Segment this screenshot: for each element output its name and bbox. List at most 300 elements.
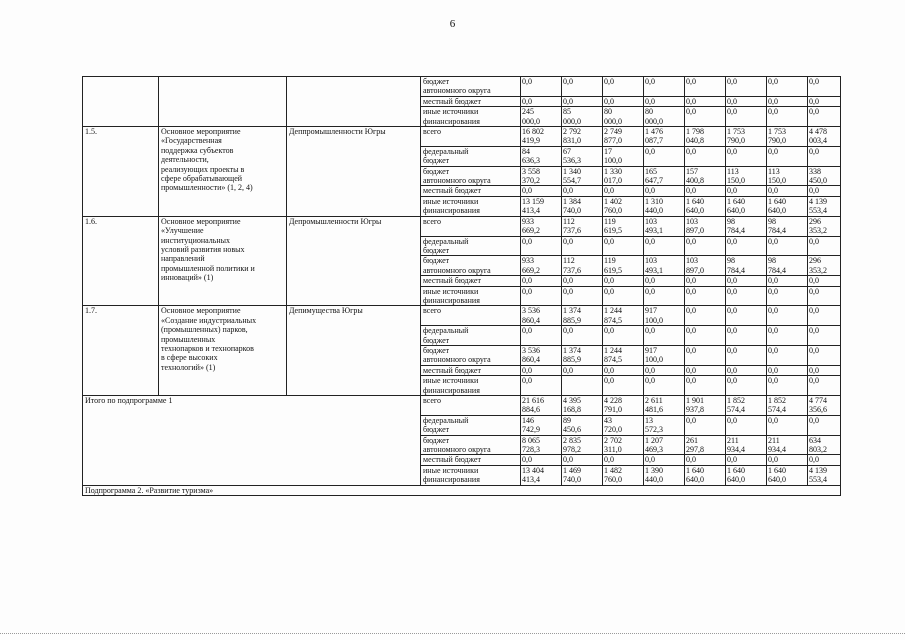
funding-value: 89 450,6 [563,415,581,435]
funding-value-cell [562,365,603,375]
funding-value-cell [808,146,841,166]
funding-value-cell [521,236,562,256]
funding-value-cell [644,236,685,256]
funding-value-cell [726,236,767,256]
funding-value-cell [521,306,562,326]
funding-value-cell [521,376,562,396]
funding-value: 8 065 728,3 [522,435,540,455]
funding-value-cell [644,345,685,365]
funding-value: 43 720,0 [604,415,622,435]
funding-value-cell [685,435,726,455]
funding-value-cell [685,77,726,97]
table-row [83,396,841,416]
funding-value-cell [685,96,726,106]
funding-value: 4 228 791,0 [604,396,622,415]
funding-value-cell [644,465,685,485]
funding-value: 1 852 574,4 [727,396,745,415]
funding-value-cell [603,77,644,97]
funding-value: 245 000,0 [522,107,540,126]
funding-value-cell [562,415,603,435]
funding-value: 211 934,4 [768,435,786,455]
funding-value: 0,0 [522,236,532,246]
funding-value: 0,0 [686,186,696,196]
funding-value: 1 640 640,0 [768,465,786,485]
funding-value-cell [521,326,562,346]
funding-value: 0,0 [686,455,696,465]
funding-source-label: бюджет автономного округа [421,256,521,276]
funding-value-cell [603,96,644,106]
funding-value-cell [603,396,644,416]
funding-value: 0,0 [768,376,778,386]
funding-value: 0,0 [727,326,737,336]
funding-value-cell [685,276,726,286]
funding-value-cell [767,186,808,196]
funding-value-cell [562,306,603,326]
funding-value: 98 784,4 [768,256,786,275]
funding-value: 98 784,4 [768,216,786,236]
funding-value: 0,0 [522,286,532,296]
funding-value-cell [726,365,767,375]
funding-value-cell [562,455,603,465]
funding-value-cell [521,415,562,435]
funding-value: 1 340 554,7 [563,166,581,186]
funding-value-cell [603,376,644,396]
funding-value-cell [562,166,603,186]
funding-value: 1 374 885,9 [563,306,581,325]
funding-value: 0,0 [809,276,819,286]
funding-value-cell [685,256,726,276]
funding-value-cell [562,465,603,485]
funding-value: 112 737,6 [563,216,581,236]
funding-value: 84 636,3 [522,146,540,166]
funding-value-cell [521,186,562,196]
measure-name: Основное мероприятие «Улучшение институциональных условий развития новых направлений промышленной политики и инноваций» (1) [159,216,287,306]
funding-value-cell [603,196,644,216]
measure-name [159,77,287,127]
funding-source-label: местный бюджет [421,365,521,375]
funding-value: 85 000,0 [563,107,581,126]
funding-value: 0,0 [563,455,573,465]
funding-value-cell [808,465,841,485]
funding-value: 2 749 877,0 [604,127,622,146]
table-body [83,77,841,496]
funding-value: 0,0 [809,345,819,355]
funding-value: 0,0 [604,96,614,106]
funding-value: 0,0 [768,326,778,336]
funding-value-cell [726,465,767,485]
funding-value: 0,0 [563,96,573,106]
funding-value: 0,0 [809,146,819,156]
table-row [83,127,841,147]
funding-value-cell [808,216,841,236]
funding-value-cell [767,166,808,186]
funding-value-cell [685,166,726,186]
funding-source-label: федеральный бюджет [421,415,521,435]
funding-value: 119 619,5 [604,256,622,275]
measure-number [83,77,159,127]
funding-value: 0,0 [768,107,778,117]
funding-value: 98 784,4 [727,216,745,236]
funding-value-cell [726,435,767,455]
funding-value-cell [644,286,685,306]
funding-value-cell [767,127,808,147]
funding-value: 2 792 831,0 [563,127,581,146]
funding-value-cell [808,306,841,326]
funding-source-label: всего [421,396,521,416]
funding-value: 0,0 [686,146,696,156]
funding-value-cell [603,435,644,455]
funding-value-cell [767,146,808,166]
funding-value: 1 469 740,0 [563,465,581,485]
funding-value: 0,0 [522,77,532,86]
funding-value-cell [644,216,685,236]
funding-value-cell [644,146,685,166]
funding-value: 1 640 640,0 [686,465,704,485]
funding-value: 1 901 937,8 [686,396,704,415]
funding-value: 0,0 [522,96,532,106]
funding-value: 0,0 [686,107,696,117]
funding-value: 0,0 [645,186,655,196]
funding-value: 0,0 [809,415,819,425]
measure-executor [287,77,421,127]
funding-value: 0,0 [604,186,614,196]
funding-value: 67 536,3 [563,146,581,166]
funding-value-cell [521,455,562,465]
funding-source-label: местный бюджет [421,276,521,286]
funding-value-cell [521,77,562,97]
funding-value-cell [562,396,603,416]
funding-value: 1 640 640,0 [686,196,704,216]
funding-value: 0,0 [686,326,696,336]
funding-value-cell [685,146,726,166]
funding-value-cell [767,365,808,375]
funding-value-cell [726,166,767,186]
funding-value: 0,0 [686,306,696,316]
funding-value: 0,0 [604,326,614,336]
funding-value: 933 669,2 [522,256,540,275]
funding-value-cell [808,196,841,216]
funding-value-cell [603,306,644,326]
funding-value-cell [562,77,603,97]
funding-value: 4 478 003,4 [809,127,827,146]
funding-value-cell [808,186,841,196]
funding-value: 1 244 874,5 [604,306,622,325]
funding-value: 0,0 [768,236,778,246]
funding-value-cell [808,376,841,396]
funding-value-cell [767,345,808,365]
funding-value: 0,0 [563,77,573,86]
funding-value: 0,0 [604,236,614,246]
funding-source-label: иные источники финансирования [421,376,521,396]
funding-value: 1 852 574,4 [768,396,786,415]
funding-value: 0,0 [727,77,737,86]
funding-value-cell [808,77,841,97]
funding-value: 1 330 017,0 [604,166,622,186]
funding-value-cell [808,166,841,186]
funding-value: 0,0 [686,345,696,355]
funding-value-cell [767,306,808,326]
funding-value: 0,0 [522,186,532,196]
funding-source-label: бюджет автономного округа [421,166,521,186]
funding-value-cell [808,286,841,306]
funding-value-cell [808,236,841,256]
funding-value-cell [603,127,644,147]
funding-value-cell [726,127,767,147]
funding-value: 296 353,2 [809,216,827,236]
funding-value: 4 395 168,8 [563,396,581,415]
page-number: 6 [449,18,456,30]
funding-value: 21 616 884,6 [522,396,544,415]
funding-source-label: всего [421,127,521,147]
funding-value-cell [726,256,767,276]
funding-value: 0,0 [645,236,655,246]
funding-value-cell [603,365,644,375]
funding-value: 165 647,7 [645,166,663,186]
table-row [83,216,841,236]
funding-value: 917 100,0 [645,345,663,365]
funding-value: 1 753 790,0 [727,127,745,146]
funding-value: 0,0 [686,96,696,106]
funding-source-label: всего [421,216,521,236]
funding-value: 80 000,0 [645,107,663,126]
funding-value: 0,0 [522,376,532,386]
funding-value-cell [726,455,767,465]
funding-value: 0,0 [727,146,737,156]
funding-value-cell [767,77,808,97]
funding-value-cell [603,256,644,276]
measure-executor: Депромышленности Югры [287,216,421,306]
funding-value-cell [685,396,726,416]
funding-value-cell [767,96,808,106]
funding-value: 0,0 [809,96,819,106]
funding-value-cell [603,415,644,435]
funding-value-cell [644,415,685,435]
funding-value: 0,0 [604,455,614,465]
funding-value: 1 640 640,0 [727,465,745,485]
funding-value: 0,0 [727,415,737,425]
funding-source-label: местный бюджет [421,455,521,465]
funding-value: 0,0 [645,455,655,465]
funding-value-cell [644,186,685,196]
funding-value-cell [808,415,841,435]
funding-value: 0,0 [768,345,778,355]
funding-value: 0,0 [768,455,778,465]
funding-value: 0,0 [768,77,778,86]
funding-value-cell [808,256,841,276]
funding-value-cell [808,435,841,455]
funding-value: 0,0 [645,326,655,336]
funding-value: 0,0 [686,236,696,246]
funding-table [82,76,841,496]
funding-value-cell [644,376,685,396]
funding-value-cell [767,286,808,306]
scan-edge-divider [0,633,905,635]
funding-value-cell [644,396,685,416]
funding-value: 17 100,0 [604,146,622,166]
funding-value-cell [767,107,808,127]
funding-source-label: бюджет автономного округа [421,435,521,455]
funding-value: 0,0 [686,365,696,375]
funding-value-cell [603,166,644,186]
funding-value: 0,0 [645,146,655,156]
funding-value: 0,0 [645,96,655,106]
funding-value: 917 100,0 [645,306,663,325]
funding-value: 0,0 [686,415,696,425]
funding-value: 0,0 [727,345,737,355]
funding-value-cell [562,196,603,216]
funding-value-cell [603,107,644,127]
funding-value: 0,0 [645,77,655,86]
funding-value: 0,0 [727,276,737,286]
funding-source-label: федеральный бюджет [421,326,521,346]
funding-value: 0,0 [768,276,778,286]
funding-source-label: иные источники финансирования [421,196,521,216]
funding-value-cell [562,256,603,276]
funding-value-cell [603,146,644,166]
funding-value-cell [726,107,767,127]
funding-value-cell [644,96,685,106]
funding-source-label: бюджет автономного округа [421,77,521,97]
funding-value: 0,0 [522,365,532,375]
funding-value-cell [767,196,808,216]
funding-value-cell [685,306,726,326]
funding-value: 0,0 [522,326,532,336]
funding-value-cell [562,96,603,106]
funding-value-cell [644,455,685,465]
funding-value-cell [767,326,808,346]
funding-value: 0,0 [604,276,614,286]
measure-name: Основное мероприятие «Государственная поддержка субъектов деятельности, реализующих проекты в сфере обрабатывающей промышленности» (1, 2, 4) [159,127,287,217]
funding-value: 103 897,0 [686,216,704,236]
funding-value-cell [644,256,685,276]
funding-value-cell [521,256,562,276]
funding-value-cell [808,396,841,416]
funding-value-cell [767,276,808,286]
funding-value-cell [603,455,644,465]
funding-value: 16 802 419,9 [522,127,544,146]
funding-value: 0,0 [563,276,573,286]
funding-value: 2 611 481,6 [645,396,663,415]
funding-value: 80 000,0 [604,107,622,126]
funding-value: 0,0 [645,376,655,386]
funding-value-cell [685,415,726,435]
funding-value: 1 207 469,3 [645,435,663,455]
funding-value: 0,0 [727,286,737,296]
funding-value-cell [767,396,808,416]
measure-number: 1.5. [83,127,159,217]
funding-value: 0,0 [727,236,737,246]
funding-value-cell [767,216,808,236]
funding-value-cell [808,455,841,465]
funding-value: 4 139 553,4 [809,465,827,485]
funding-value-cell [685,196,726,216]
funding-value-cell [726,146,767,166]
funding-value-cell [521,146,562,166]
funding-value-cell [562,326,603,346]
funding-value-cell [521,286,562,306]
funding-value-cell [726,306,767,326]
funding-value-cell [562,376,603,396]
funding-value: 0,0 [809,77,819,86]
funding-value: 0,0 [727,96,737,106]
funding-value: 1 476 087,7 [645,127,663,146]
funding-value-cell [644,166,685,186]
subprogram-total-label: Итого по подпрограмме 1 [83,396,421,486]
funding-value: 3 536 860,4 [522,306,540,325]
funding-value-cell [808,96,841,106]
funding-source-label: иные источники финансирования [421,107,521,127]
funding-value-cell [644,107,685,127]
funding-value: 13 572,3 [645,415,663,435]
funding-value: 119 619,5 [604,216,622,236]
funding-value: 113 150,0 [727,166,745,186]
funding-value-cell [521,276,562,286]
funding-value-cell [603,345,644,365]
funding-value-cell [767,376,808,396]
funding-value-cell [562,276,603,286]
funding-value: 0,0 [686,286,696,296]
funding-value: 1 798 040,8 [686,127,704,146]
funding-value: 0,0 [727,107,737,117]
funding-value: 1 310 440,0 [645,196,663,216]
funding-value: 0,0 [727,306,737,316]
funding-value: 13 159 413,4 [522,196,544,216]
funding-value: 1 384 740,0 [563,196,581,216]
funding-value: 933 669,2 [522,216,540,236]
funding-value-cell [644,276,685,286]
funding-value-cell [521,166,562,186]
funding-value-cell [644,306,685,326]
funding-value: 1 640 640,0 [727,196,745,216]
funding-value: 0,0 [522,455,532,465]
funding-value: 0,0 [809,107,819,117]
funding-value-cell [521,96,562,106]
funding-value: 1 244 874,5 [604,345,622,365]
funding-value: 0,0 [768,415,778,425]
funding-value: 103 493,1 [645,256,663,275]
funding-value-cell [726,376,767,396]
funding-value-cell [808,326,841,346]
funding-value-cell [808,365,841,375]
funding-value-cell [644,435,685,455]
funding-value: 0,0 [809,306,819,316]
funding-value-cell [726,396,767,416]
funding-value-cell [562,127,603,147]
funding-value-cell [726,196,767,216]
funding-value: 0,0 [768,146,778,156]
funding-value-cell [685,236,726,256]
funding-value-cell [521,196,562,216]
funding-value: 0,0 [809,455,819,465]
funding-value: 0,0 [809,236,819,246]
funding-value-cell [685,326,726,346]
funding-value-cell [521,345,562,365]
funding-value: 0,0 [768,286,778,296]
measure-executor: Депимущества Югры [287,306,421,396]
funding-value-cell [767,256,808,276]
funding-value: 0,0 [686,276,696,286]
funding-value: 0,0 [604,365,614,375]
funding-value: 338 450,0 [809,166,827,186]
funding-source-label: федеральный бюджет [421,236,521,256]
funding-source-label: иные источники финансирования [421,465,521,485]
funding-value-cell [603,286,644,306]
funding-value: 0,0 [727,365,737,375]
funding-value-cell [767,415,808,435]
funding-value: 0,0 [563,186,573,196]
funding-value-cell [685,345,726,365]
funding-value-cell [562,345,603,365]
